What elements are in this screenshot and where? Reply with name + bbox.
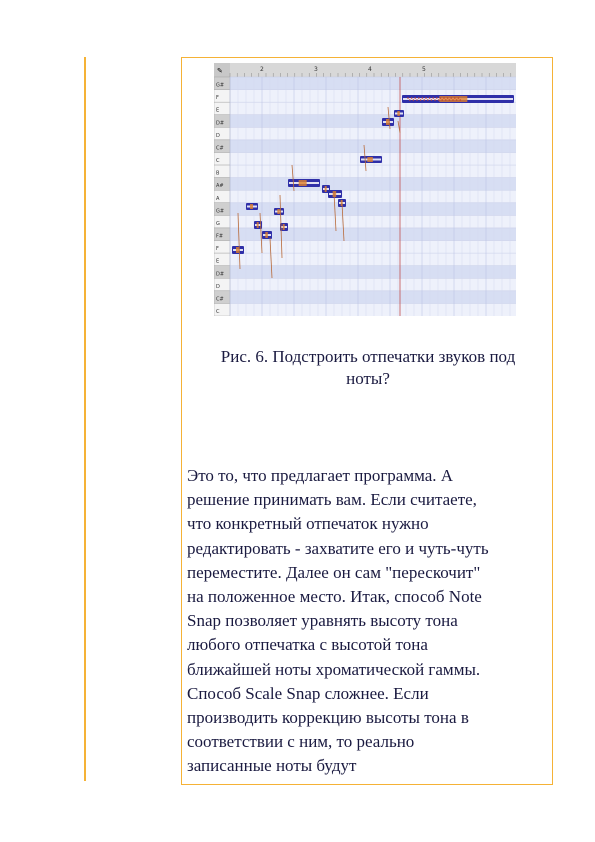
body-line: переместите. Далее он сам "перескочит" [187,562,481,582]
pitch-trace [407,97,409,99]
blob-orange [386,119,389,125]
pitch-trace [441,99,443,101]
pitch-trace [449,99,451,101]
blob-orange [257,222,259,228]
body-line: редактировать - захватите его и чуть-чуть [187,538,489,558]
pitch-row [230,165,516,178]
pitch-trace [458,97,460,99]
pitch-row [230,77,516,90]
note-label: D [216,283,220,290]
pitch-trace [459,99,461,101]
pitch-trace [454,97,456,99]
body-line: что конкретный отпечаток нужно [187,514,429,534]
pitch-row [230,178,516,191]
blob-orange [299,180,307,186]
body-line: Snap позволяет уравнять высоту тона [187,611,458,631]
pitch-trace [434,99,436,101]
body-line: записанные ноты будут [187,756,357,776]
note-label: D# [216,120,225,127]
note-label: C# [216,296,224,303]
bar-number: 5 [422,66,426,73]
pitch-trace [425,97,427,99]
note-label: A# [216,183,224,190]
pitch-row [230,140,516,153]
note-label: F [216,246,219,253]
pitch-trace [413,99,415,101]
pitch-trace [409,99,411,101]
pitch-trace [416,99,418,101]
pitch-trace [450,97,452,99]
pitch-trace [431,99,433,101]
left-margin-line [84,57,86,781]
body-line: решение принимать вам. Если считаете, [187,490,477,510]
pitch-trace [427,99,429,101]
blob-orange [397,111,400,116]
pitch-trace [452,99,454,101]
pitch-row [230,241,516,254]
pitch-row [230,115,516,128]
blob-orange [236,247,239,253]
pitch-trace [432,97,434,99]
pitch-row [230,266,516,279]
pitch-trace [411,97,413,99]
blob-orange [277,209,279,214]
pitch-trace [423,99,425,101]
pitch-trace [456,99,458,101]
bar-number: 3 [314,66,318,73]
blob-orange [283,224,285,230]
pitch-row [230,278,516,291]
pitch-row [230,127,516,140]
pitch-trace [438,99,440,101]
body-line: производить коррекцию высоты тона в [187,708,469,728]
caption-line-1: Рис. 6. Подстроить отпечатки звуков под [220,347,516,366]
body-line: Способ Scale Snap сложнее. Если [187,683,429,703]
pitch-trace [429,97,431,99]
pitch-trace [414,97,416,99]
body-line: на положенное место. Итак, способ Note [187,587,482,607]
pitch-editor-figure [214,63,516,316]
pitch-row [230,228,516,241]
pitch-row [230,102,516,115]
body-paragraph [187,464,549,779]
pitch-trace [418,97,420,99]
note-label: F# [216,233,224,240]
note-label: D# [216,271,225,278]
figure-caption [188,346,548,390]
bar-number: 2 [260,66,264,73]
note-label: D [216,132,220,139]
blob-orange [250,204,253,209]
blob-orange [265,232,268,238]
pitch-trace [447,97,449,99]
blob-orange [367,157,373,162]
note-label: B [216,170,220,177]
pitch-row [230,291,516,304]
note-label: E [216,258,220,265]
note-label: F [216,95,219,102]
note-label: A [216,195,220,202]
note-label: C [216,309,220,315]
blob-orange [325,186,327,192]
body-line: любого отпечатка с высотой тона [187,635,428,655]
pitch-trace [440,97,442,99]
tool-icon-glyph: ✎ [217,67,223,75]
body-line: ближайшей ноты хроматической гаммы. [187,659,481,679]
pitch-row [230,190,516,203]
pitch-row [230,215,516,228]
pitch-trace [445,99,447,101]
pitch-trace [420,99,422,101]
note-label: C# [216,145,224,152]
piano-roll-image [214,63,516,316]
pitch-row [230,253,516,266]
pitch-row [230,303,516,316]
note-label: G [216,220,220,227]
note-label: G# [216,82,225,89]
note-label: E [216,107,220,114]
body-line: соответствии с ним, то реально [187,732,415,752]
blob-orange [439,96,467,102]
body-line: Это то, что предлагает программа. А [187,466,454,485]
pitch-row [230,203,516,216]
note-label: G# [216,208,225,215]
pitch-trace [443,97,445,99]
note-label: C [216,158,220,165]
caption-line-2: ноты? [346,369,390,388]
pitch-trace [436,97,438,99]
pitch-trace [422,97,424,99]
bar-number: 4 [368,66,372,73]
